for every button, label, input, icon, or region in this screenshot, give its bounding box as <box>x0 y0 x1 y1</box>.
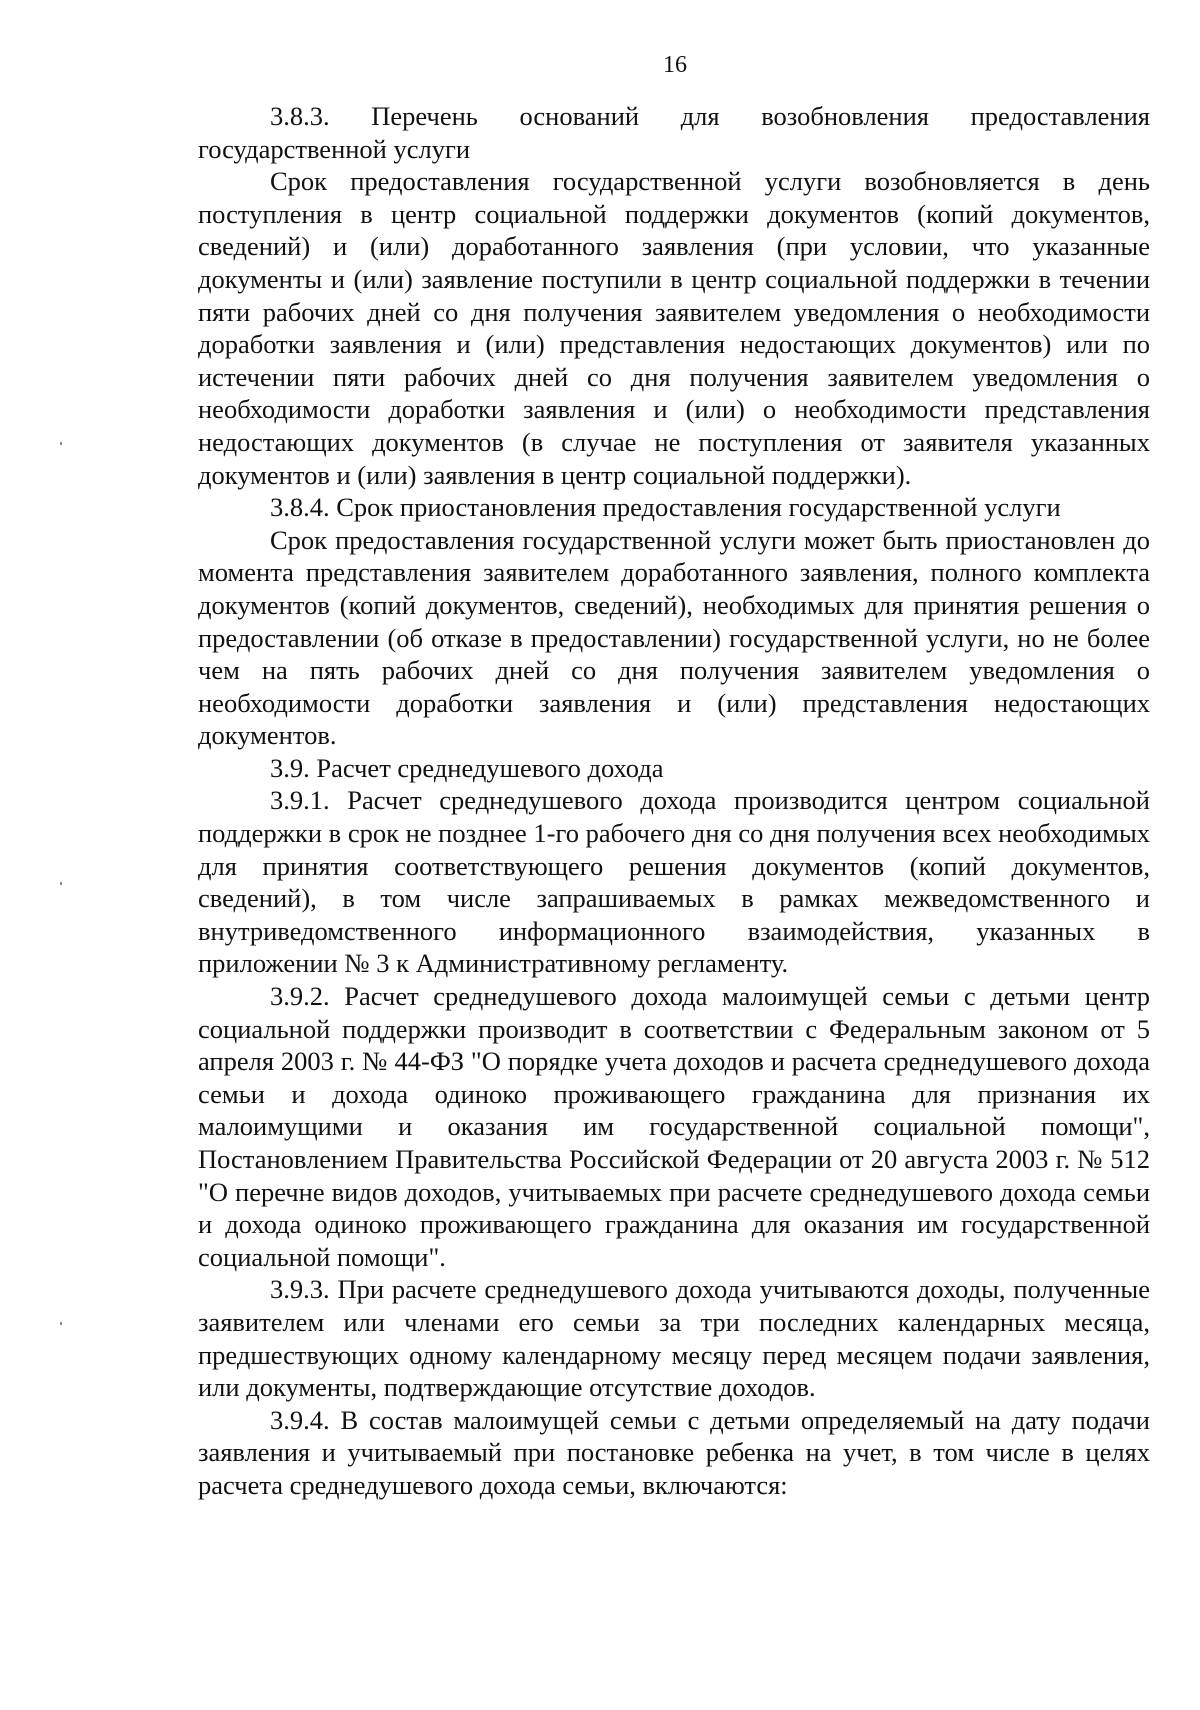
paragraph-3-9-heading: 3.9. Расчет среднедушевого дохода <box>270 752 664 783</box>
scan-speck <box>60 442 62 445</box>
paragraph-3-9-3: 3.9.3. При расчете среднедушевого дохода учитываются доходы, полученные заявителем или членами его семьи за три последних календарных месяца, предшествующих одному календарному месяцу перед месяцем подачи заявления, или документы, подтверждающие отсутствие доходов. <box>198 1274 1150 1403</box>
paragraph-3-8-3-heading: 3.8.3. Перечень оснований для возобновления предоставления государственной услуги <box>198 101 1150 164</box>
paragraph-3-8-4-heading: 3.8.4. Срок приостановления предоставления государственной услуги <box>270 492 1061 523</box>
paragraph-3-9-4: 3.9.4. В состав малоимущей семьи с детьми определяемый на дату подачи заявления и учитываемый при постановке ребенка на учет, в том числе в целях расчета среднедушевого дохода семьи, включаются: <box>198 1404 1150 1500</box>
scan-speck <box>60 882 62 885</box>
paragraph-3-9-1: 3.9.1. Расчет среднедушевого дохода производится центром социальной поддержки в срок не позднее 1-го рабочего дня со дня получения всех необходимых для принятия соответствующего решения документов (копий документов, сведений), в том числе запрашиваемых в рамках межведомственного и внутриведомственного информационного взаимодействия, указанных в приложении № 3 к Административному регламенту. <box>198 785 1150 979</box>
paragraph-3-8-4-body: Срок предоставления государственной услуги может быть приостановлен до момента представления заявителем доработанного заявления, полного комплекта документов (копий документов, сведений), необходимых для принятия решения о предоставлении (об отказе в предоставлении) государственной услуги, но не более чем на пять рабочих дней со дня получения заявителем уведомления о необходимости доработки заявления и (или) представления недостающих документов. <box>198 524 1150 751</box>
scan-speck <box>60 1322 62 1325</box>
page-number: 16 <box>663 52 687 78</box>
paragraph-3-9-2: 3.9.2. Расчет среднедушевого дохода малоимущей семьи с детьми центр социальной поддержки производит в соответствии с Федеральным законом от 5 апреля 2003 г. № 44-ФЗ "О порядке учета доходов и расчета среднедушевого дохода семьи и дохода одиноко проживающего гражданина для признания их малоимущими и оказания им государственной социальной помощи", Постановлением Правительства Российской Федерации от 20 августа 2003 г. № 512 "О перечне видов доходов, учитываемых при расчете среднедушевого дохода семьи и дохода одиноко проживающего гражданина для оказания им государственной социальной помощи". <box>198 981 1150 1272</box>
paragraph-3-8-3-body: Срок предоставления государственной услуги возобновляется в день поступления в центр социальной поддержки документов (копий документов, сведений) и (или) доработанного заявления (при условии, что указанные документы и (или) заявление поступили в центр социальной поддержки в течении пяти рабочих дней со дня получения заявителем уведомления о необходимости доработки заявления и (или) представления недостающих документов) или по истечении пяти рабочих дней со дня получения заявителем уведомления о необходимости доработки заявления и (или) о необходимости представления недостающих документов (в случае не поступления от заявителя указанных документов и (или) заявления в центр социальной поддержки). <box>198 166 1150 490</box>
document-body <box>198 100 1150 1502</box>
